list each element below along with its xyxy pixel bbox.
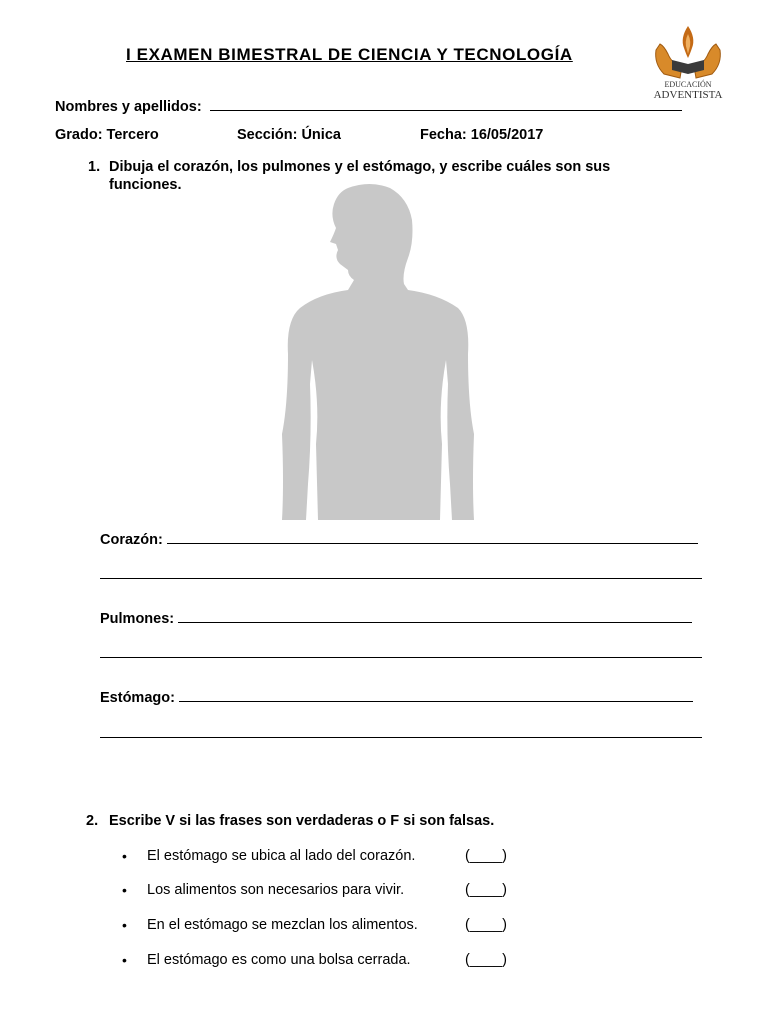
list-item [122, 848, 416, 865]
hands-flame-icon [650, 20, 726, 82]
heart-answer-line-1[interactable] [167, 529, 698, 544]
stomach-label: Estómago: [100, 690, 175, 706]
bullet-icon: • [122, 917, 127, 933]
logo-text-line1: EDUCACIÓN [664, 80, 712, 89]
logo-text-line2: ADVENTISTA [653, 89, 723, 101]
statement-text: El estómago se ubica al lado del corazón. [147, 848, 416, 864]
adventist-education-logo [650, 20, 726, 106]
human-silhouette-figure [278, 184, 478, 520]
stomach-answer-line-2[interactable] [100, 737, 702, 738]
name-answer-line[interactable] [210, 96, 682, 111]
heart-answer-line-2[interactable] [100, 578, 702, 579]
heart-label: Corazón: [100, 532, 163, 548]
answer-blank[interactable]: (____) [465, 848, 507, 864]
name-field-row [55, 96, 682, 115]
question-2-number: 2. [86, 813, 99, 829]
bullet-icon: • [122, 952, 127, 968]
organ-row-stomach [100, 687, 693, 706]
section-label: Sección: Única [237, 127, 341, 143]
statement-text: En el estómago se mezclan los alimentos. [147, 917, 418, 933]
bullet-icon: • [122, 882, 127, 898]
list-item [122, 952, 411, 969]
lungs-label: Pulmones: [100, 611, 175, 627]
answer-blank[interactable]: (____) [465, 882, 507, 898]
stomach-answer-line-1[interactable] [179, 687, 693, 702]
list-item [122, 882, 405, 899]
lungs-answer-line-2[interactable] [100, 657, 702, 658]
lungs-answer-line-1[interactable] [178, 608, 692, 623]
answer-blank[interactable]: (____) [465, 952, 507, 968]
question-1-number: 1. [88, 159, 101, 175]
date-label: Fecha: 16/05/2017 [420, 127, 544, 143]
organ-row-heart [100, 529, 698, 548]
statement-text: Los alimentos son necesarios para vivir. [147, 882, 405, 898]
name-label: Nombres y apellidos: [55, 99, 202, 115]
grade-label: Grado: Tercero [55, 127, 159, 143]
list-item [122, 917, 418, 934]
statement-text: El estómago es como una bolsa cerrada. [147, 952, 411, 968]
question-2-text: Escribe V si las frases son verdaderas o F si son falsas. [109, 813, 495, 829]
answer-blank[interactable]: (____) [465, 917, 507, 933]
bullet-icon: • [122, 848, 127, 864]
question-1-text-line2: funciones. [109, 177, 182, 193]
exam-title: I EXAMEN BIMESTRAL DE CIENCIA Y TECNOLOGÍA [126, 45, 573, 64]
organ-row-lungs [100, 608, 692, 627]
question-1-text-line1: Dibuja el corazón, los pulmones y el estómago, y escribe cuáles son sus [109, 159, 611, 175]
